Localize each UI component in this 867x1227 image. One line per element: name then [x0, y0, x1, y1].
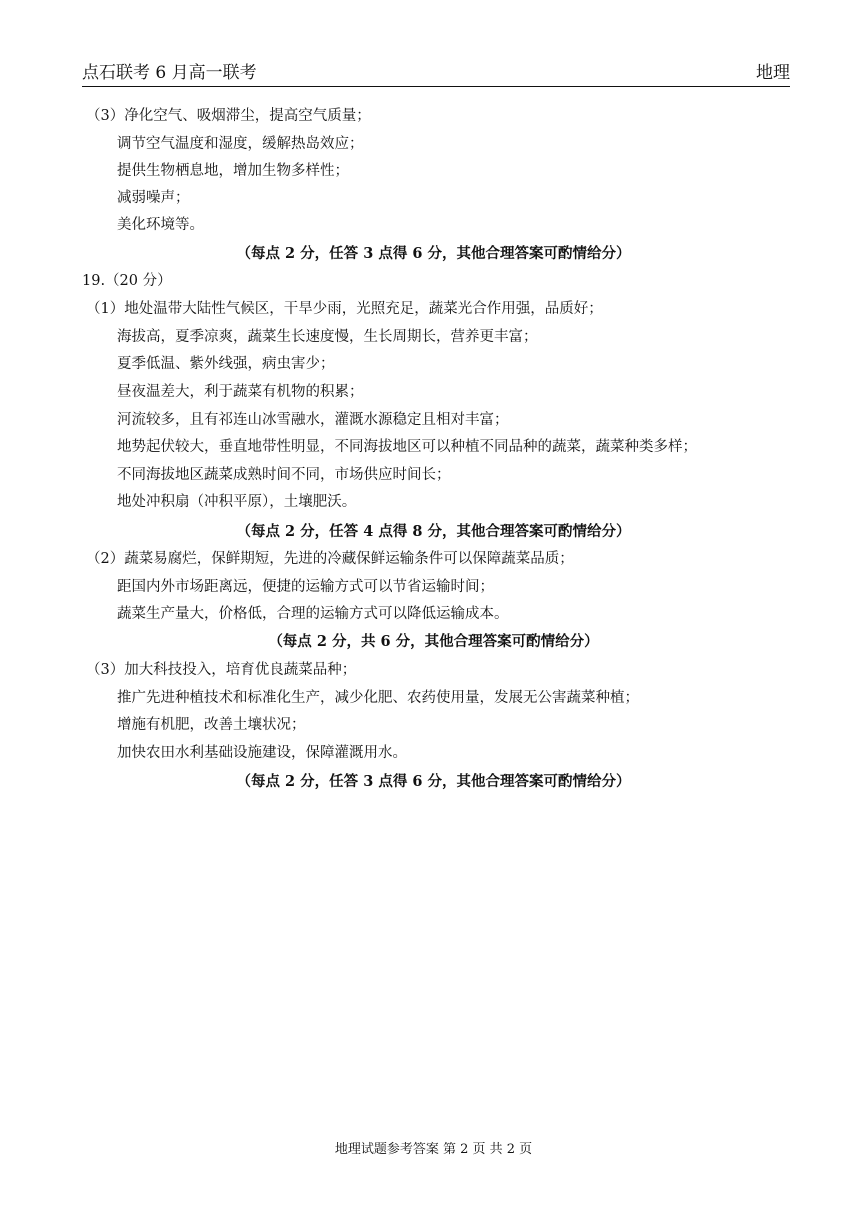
q19-part1-line: 河流较多，且有祁连山冰雪融水，灌溉水源稳定且相对丰富； — [117, 412, 509, 428]
q19-part3-scoring: （每点 2 分，任答 3 点得 6 分，其他合理答案可酌情给分） — [236, 773, 631, 790]
q18-part3-line: 调节空气温度和湿度，缓解热岛效应； — [117, 136, 364, 152]
q19-part3-line: 推广先进种植技术和标准化生产，减少化肥、农药使用量，发展无公害蔬菜种植； — [117, 690, 639, 706]
q19-part1-line: 不同海拔地区蔬菜成熟时间不同，市场供应时间长； — [117, 467, 451, 483]
q19-part3-line: 增施有机肥，改善土壤状况； — [117, 717, 306, 733]
header-subject: 地理 — [756, 63, 790, 83]
q19-title: 19.（20 分） — [82, 273, 172, 289]
q19-part2-scoring: （每点 2 分，共 6 分，其他合理答案可酌情给分） — [268, 633, 599, 650]
q19-part3-line: 加快农田水利基础设施建设，保障灌溉用水。 — [117, 745, 407, 761]
header-exam-title: 点石联考 6 月高一联考 — [82, 63, 257, 83]
q19-part2-line: 距国内外市场距离远，便捷的运输方式可以节省运输时间； — [117, 579, 494, 595]
q19-part2-line: （2）蔬菜易腐烂，保鲜期短，先进的冷藏保鲜运输条件可以保障蔬菜品质； — [86, 551, 574, 567]
q19-part1-line: 海拔高，夏季凉爽，蔬菜生长速度慢，生长周期长，营养更丰富； — [117, 329, 538, 345]
page-footer: 地理试题参考答案 第 2 页 共 2 页 — [334, 1142, 533, 1157]
q19-part1-line: 昼夜温差大，利于蔬菜有机物的积累； — [117, 384, 364, 400]
q18-part3-line: 美化环境等。 — [117, 217, 204, 233]
q19-part2-line: 蔬菜生产量大，价格低，合理的运输方式可以降低运输成本。 — [117, 606, 509, 622]
q18-part3-line: 减弱噪声； — [117, 190, 190, 206]
q19-part1-line: 夏季低温、紫外线强，病虫害少； — [117, 356, 335, 372]
q19-part1-line: 地势起伏较大，垂直地带性明显，不同海拔地区可以种植不同品种的蔬菜，蔬菜种类多样； — [117, 439, 697, 455]
q18-part3-scoring: （每点 2 分，任答 3 点得 6 分，其他合理答案可酌情给分） — [236, 245, 631, 262]
q19-part3-line: （3）加大科技投入，培育优良蔬菜品种； — [86, 662, 357, 678]
q19-part1-line: （1）地处温带大陆性气候区，干旱少雨，光照充足，蔬菜光合作用强，品质好； — [86, 301, 603, 317]
page-header — [82, 60, 790, 87]
q19-part1-line: 地处冲积扇（冲积平原），土壤肥沃。 — [117, 494, 357, 510]
q18-part3-line: （3）净化空气、吸烟滞尘，提高空气质量； — [86, 108, 371, 124]
q19-part1-scoring: （每点 2 分，任答 4 点得 8 分，其他合理答案可酌情给分） — [236, 523, 631, 540]
q18-part3-line: 提供生物栖息地，增加生物多样性； — [117, 163, 349, 179]
